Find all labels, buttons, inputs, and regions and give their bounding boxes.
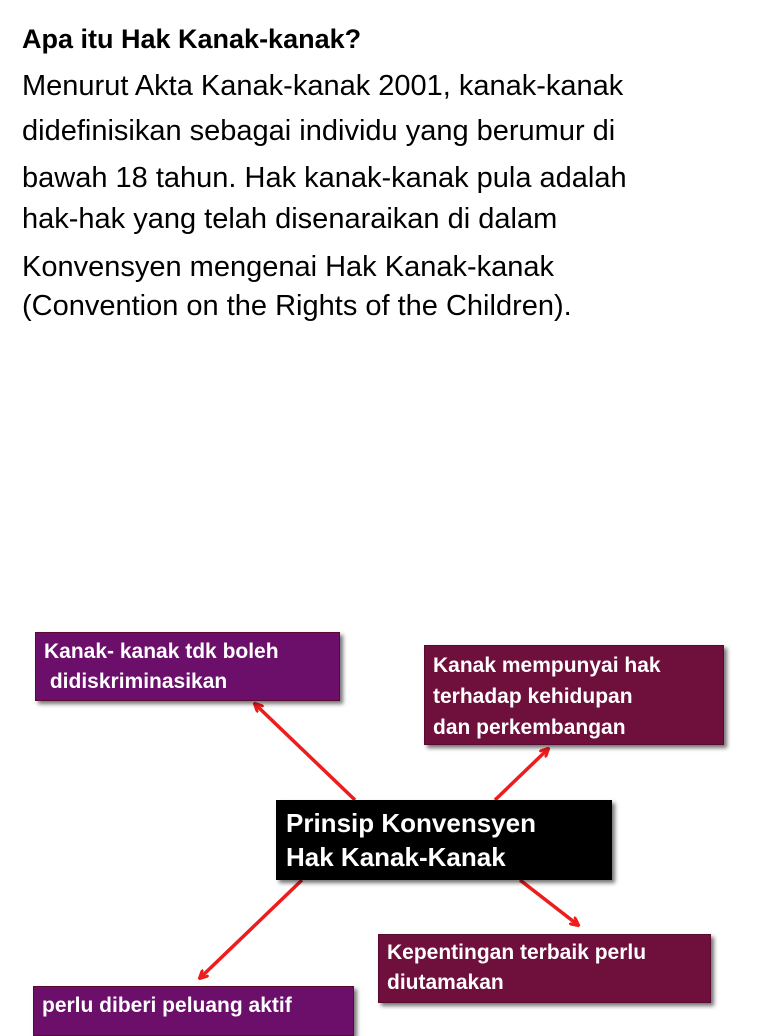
paragraph-line-2: didefinisikan sebagai individu yang berumur di [22, 115, 616, 147]
node-best-interest: Kepentingan terbaik perlu diutamakan [378, 934, 711, 1003]
node-right-to-life: Kanak mempunyai hak terhadap kehidupan dan perkembangan [424, 645, 724, 745]
paragraph-line-4: hak-hak yang telah disenaraikan di dalam [22, 203, 558, 235]
arrow-to-life-development [495, 749, 548, 800]
paragraph-line-5: Konvensyen mengenai Hak Kanak-kanak [22, 251, 554, 283]
arrow-to-best-interest [520, 880, 578, 925]
page-heading: Apa itu Hak Kanak-kanak? [22, 24, 362, 54]
paragraph-line-1: Menurut Akta Kanak-kanak 2001, kanak-kanak [22, 70, 624, 102]
arrow-to-discrimination [255, 704, 355, 800]
arrow-to-participation [200, 880, 302, 978]
node-non-discrimination: Kanak- kanak tdk boleh didiskriminasikan [35, 632, 340, 701]
paragraph-line-3: bawah 18 tahun. Hak kanak-kanak pula adalah [22, 162, 627, 194]
paragraph-line-6: (Convention on the Rights of the Children). [22, 290, 572, 322]
center-principle-box: Prinsip Konvensyen Hak Kanak-Kanak [276, 800, 612, 880]
node-participation: perlu diberi peluang aktif [33, 986, 354, 1036]
